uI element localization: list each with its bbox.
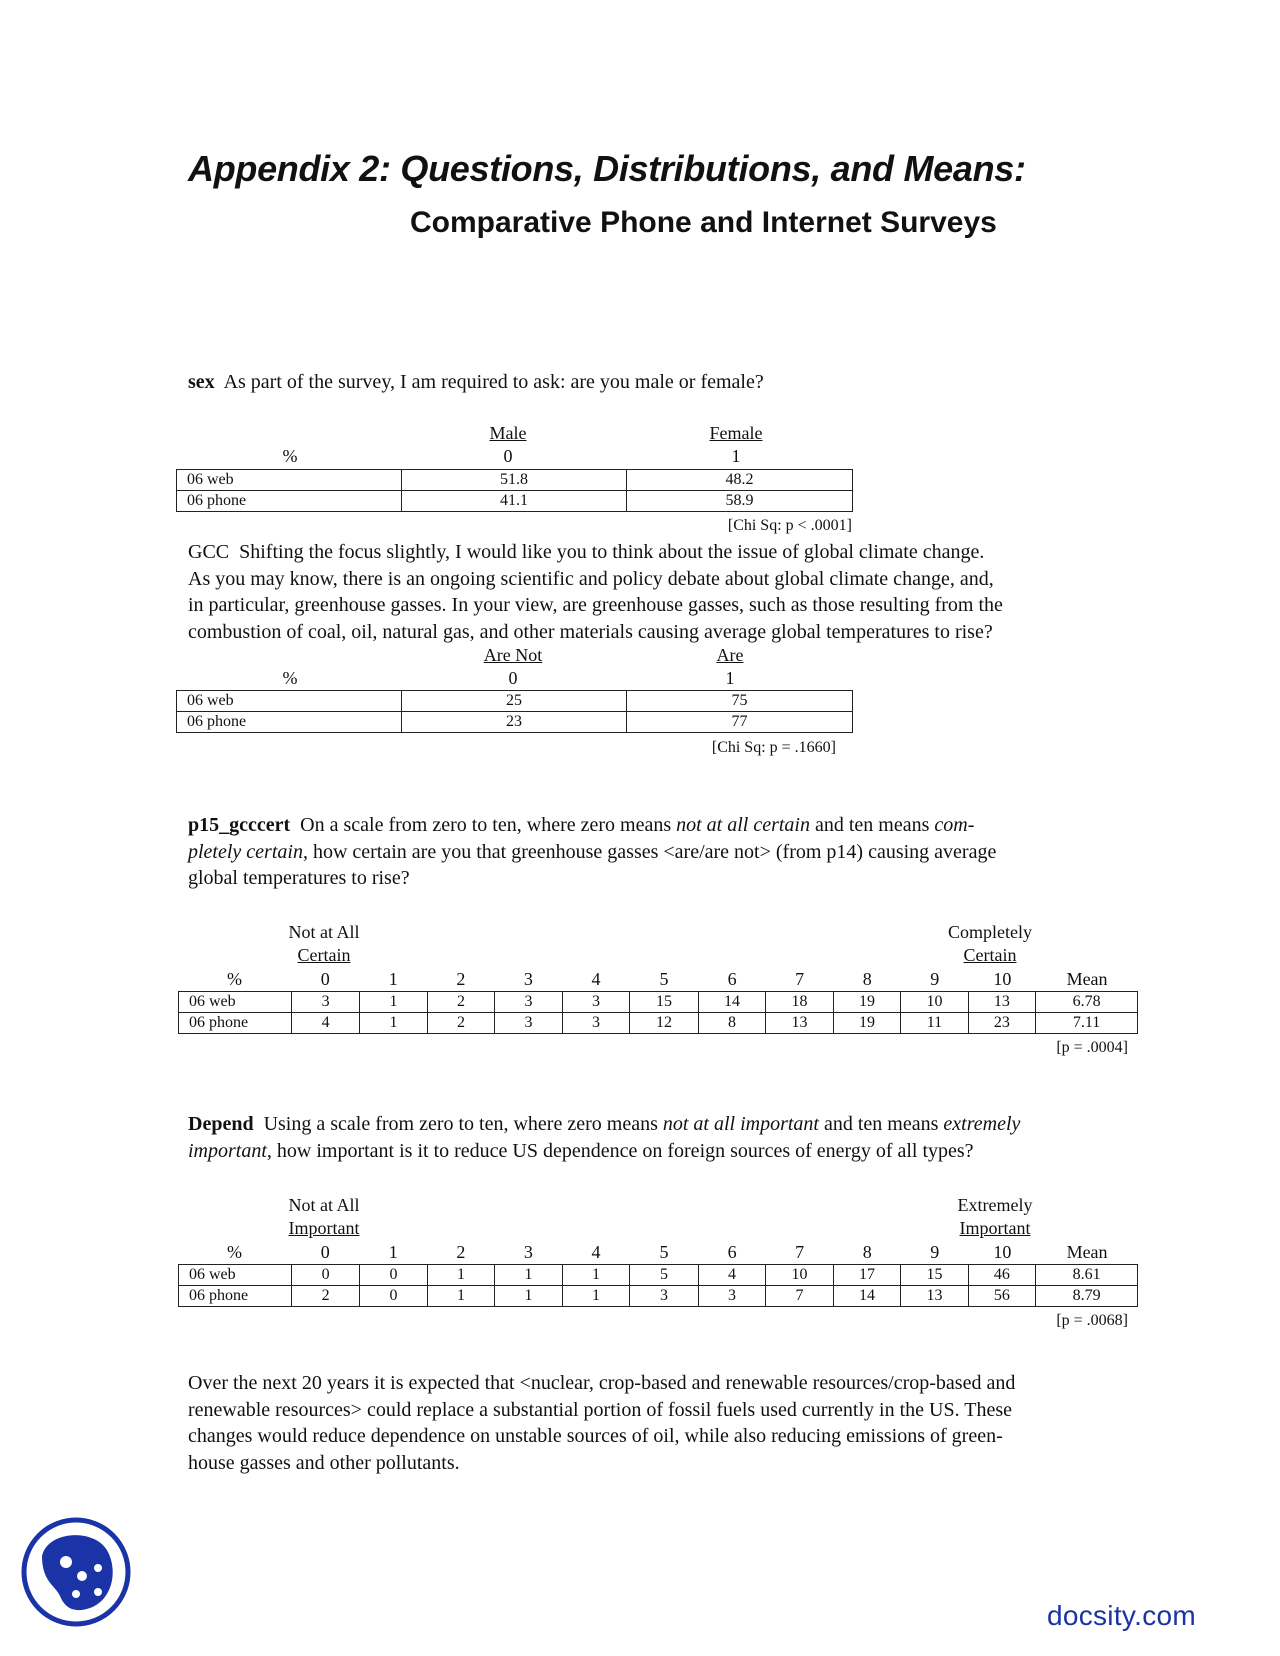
- table-cell: 19: [833, 992, 900, 1013]
- option-label-female: Female: [709, 423, 763, 443]
- table-cell: 1: [427, 1286, 494, 1307]
- row-label: 06 phone: [177, 491, 402, 512]
- scale-low-anchor: Important: [288, 1218, 360, 1238]
- mean-cell: 8.79: [1036, 1286, 1138, 1307]
- table-row: [179, 1286, 1138, 1307]
- question-label: GCC: [188, 541, 230, 563]
- table-cell: 2: [427, 1013, 494, 1034]
- scale-point: 8: [862, 969, 872, 989]
- question-text: , how certain are you that greenhouse gasses <are/are not> (from p14) causing average: [302, 840, 997, 863]
- question-text: not at all important: [662, 1113, 819, 1135]
- table-row: [177, 470, 853, 491]
- scale-point: 4: [591, 1242, 601, 1262]
- page-subtitle: Comparative Phone and Internet Surveys: [410, 206, 997, 239]
- scale-point: 9: [930, 969, 940, 989]
- mean-label: Mean: [1066, 1242, 1108, 1262]
- table-row: [177, 712, 853, 733]
- scale-point: 10: [993, 1242, 1012, 1262]
- row-label: 06 phone: [179, 1013, 292, 1034]
- option-label-are: Are: [716, 645, 744, 665]
- table-cell: 77: [627, 712, 853, 733]
- table-cell: 1: [360, 992, 427, 1013]
- table-cell: 0: [360, 1265, 427, 1286]
- scale-low-anchor: Not at All: [288, 1195, 360, 1215]
- question-label: sex: [188, 371, 215, 393]
- table-cell: 23: [968, 1013, 1035, 1034]
- question-text: combustion of coal, oil, natural gas, and other materials causing average global temperatures to rise?: [188, 620, 993, 643]
- question-text: Shifting the focus slightly, I would like you to think about the issue of global climate change.: [239, 541, 985, 563]
- table-cell: 1: [562, 1265, 629, 1286]
- scale-high-anchor: Certain: [963, 945, 1017, 965]
- option-label-male: Male: [489, 423, 527, 443]
- question-text: in particular, greenhouse gasses. In your view, are greenhouse gasses, such as those resulting from the: [188, 594, 1003, 616]
- scale-high-anchor: Completely: [948, 922, 1032, 942]
- question-text: global temperatures to rise?: [188, 867, 410, 889]
- paragraph-line: changes would reduce dependence on unstable sources of oil, while also reducing emissions of green-: [188, 1425, 1003, 1447]
- question-text: how important is it to reduce US dependence on foreign sources of energy of all types?: [276, 1139, 974, 1162]
- question-text: On a scale from zero to ten, where zero means: [300, 814, 672, 836]
- table-cell: 15: [630, 992, 699, 1013]
- sex-table: [176, 469, 853, 512]
- table-cell: 13: [968, 992, 1035, 1013]
- table-cell: 1: [495, 1286, 562, 1307]
- question-depend: [188, 1111, 1168, 1164]
- scale-low-anchor: Not at All: [288, 922, 360, 942]
- row-label: 06 web: [177, 470, 402, 491]
- table-cell: 56: [968, 1286, 1035, 1307]
- table-cell: 51.8: [402, 470, 627, 491]
- mean-cell: 7.11: [1036, 1013, 1138, 1034]
- scale-point: 8: [862, 1242, 872, 1262]
- scale-point: 7: [795, 1242, 805, 1262]
- table-cell: 3: [698, 1286, 765, 1307]
- docsity-logo-icon[interactable]: [20, 1516, 132, 1628]
- row-label: 06 phone: [179, 1286, 292, 1307]
- certainty-table: [178, 991, 1138, 1034]
- mean-cell: 8.61: [1036, 1265, 1138, 1286]
- stat-note: [p = .0068]: [1056, 1312, 1128, 1329]
- table-cell: 1: [562, 1286, 629, 1307]
- question-gcc: [188, 539, 1003, 645]
- table-cell: 4: [291, 1013, 360, 1034]
- table-cell: 48.2: [627, 470, 853, 491]
- table-cell: 7: [766, 1286, 833, 1307]
- table-cell: 3: [495, 1013, 562, 1034]
- table-cell: 25: [402, 691, 627, 712]
- question-label: p15_gcccert: [188, 814, 291, 836]
- table-cell: 58.9: [627, 491, 853, 512]
- percent-label: %: [282, 668, 298, 688]
- table-cell: 5: [630, 1265, 699, 1286]
- table-cell: 0: [360, 1286, 427, 1307]
- stat-note: [Chi Sq: p < .0001]: [727, 517, 852, 534]
- scale-point: 2: [456, 1242, 466, 1262]
- table-cell: 17: [833, 1265, 900, 1286]
- scale-header: [178, 1240, 1138, 1265]
- table-cell: 14: [833, 1286, 900, 1307]
- scale-point: 1: [388, 969, 398, 989]
- question-text: pletely certain: [188, 840, 303, 863]
- table-cell: 1: [427, 1265, 494, 1286]
- table-cell: 23: [402, 712, 627, 733]
- question-sex: [188, 369, 764, 396]
- table-cell: 3: [562, 992, 629, 1013]
- option-code: 0: [503, 446, 513, 466]
- question-certainty: [188, 812, 1148, 892]
- table-cell: 13: [901, 1286, 968, 1307]
- paragraph-line: house gasses and other pollutants.: [188, 1451, 460, 1474]
- scale-point: 9: [930, 1242, 940, 1262]
- question-label: Depend: [188, 1113, 254, 1135]
- option-label-are-not: Are Not: [483, 645, 543, 665]
- table-cell: 3: [630, 1286, 699, 1307]
- scale-point: 3: [523, 1242, 533, 1262]
- table-cell: 2: [427, 992, 494, 1013]
- percent-label: %: [226, 969, 242, 989]
- question-text: As you may know, there is an ongoing scientific and policy debate about global climate change, and,: [188, 567, 994, 590]
- depend-table: [178, 1264, 1138, 1307]
- question-text: extremely: [943, 1113, 1021, 1135]
- option-code: 1: [731, 446, 741, 466]
- row-label: 06 web: [179, 992, 292, 1013]
- table-cell: 1: [495, 1265, 562, 1286]
- option-code: 0: [508, 668, 518, 688]
- scale-high-anchor: Important: [959, 1218, 1031, 1238]
- table-cell: 75: [627, 691, 853, 712]
- scale-point: 6: [727, 1242, 737, 1262]
- stat-note: [p = .0004]: [1056, 1039, 1128, 1056]
- gcc-table: [176, 690, 853, 733]
- table-row: [179, 992, 1138, 1013]
- table-cell: 3: [291, 992, 360, 1013]
- paragraph-line: Over the next 20 years it is expected that <nuclear, crop-based and renewable resources/crop-based and: [188, 1372, 1016, 1394]
- table-row: [179, 1265, 1138, 1286]
- mean-cell: 6.78: [1036, 992, 1138, 1013]
- scale-point: 1: [388, 1242, 398, 1262]
- scale-point: 2: [456, 969, 466, 989]
- page-title: Appendix 2: Questions, Distributions, and Means:: [188, 148, 1026, 189]
- scale-point: 0: [320, 1242, 330, 1262]
- table-cell: 2: [291, 1286, 360, 1307]
- option-code: 1: [725, 668, 735, 688]
- scale-point: 4: [591, 969, 601, 989]
- table-cell: 10: [901, 992, 968, 1013]
- docsity-brand-link[interactable]: docsity.com: [1046, 1600, 1196, 1631]
- question-text: and ten means: [823, 1113, 939, 1135]
- question-text: com-: [934, 814, 975, 836]
- stat-note: [Chi Sq: p = .1660]: [711, 739, 836, 756]
- scale-high-anchor: Extremely: [957, 1195, 1033, 1215]
- table-row: [177, 491, 853, 512]
- table-row: [177, 691, 853, 712]
- table-cell: 1: [360, 1013, 427, 1034]
- closing-paragraph: [188, 1370, 1168, 1476]
- row-label: 06 web: [179, 1265, 292, 1286]
- question-text: important,: [188, 1139, 272, 1162]
- table-cell: 14: [698, 992, 765, 1013]
- table-cell: 8: [698, 1013, 765, 1034]
- table-cell: 12: [630, 1013, 699, 1034]
- table-cell: 3: [495, 992, 562, 1013]
- table-cell: 46: [968, 1265, 1035, 1286]
- scale-point: 5: [659, 969, 669, 989]
- scale-point: 7: [795, 969, 805, 989]
- scale-low-anchor: Certain: [297, 945, 351, 965]
- percent-label: %: [282, 446, 298, 466]
- question-text: and ten means: [815, 814, 930, 836]
- scale-point: 10: [993, 969, 1012, 989]
- scale-point: 6: [727, 969, 737, 989]
- table-cell: 0: [291, 1265, 360, 1286]
- table-row: [179, 1013, 1138, 1034]
- row-label: 06 web: [177, 691, 402, 712]
- table-cell: 18: [766, 992, 833, 1013]
- mean-label: Mean: [1066, 969, 1108, 989]
- table-cell: 19: [833, 1013, 900, 1034]
- scale-point: 5: [659, 1242, 669, 1262]
- table-cell: 4: [698, 1265, 765, 1286]
- percent-label: %: [226, 1242, 242, 1262]
- table-cell: 3: [562, 1013, 629, 1034]
- table-cell: 10: [766, 1265, 833, 1286]
- question-text: As part of the survey, I am required to ask: are you male or female?: [223, 371, 764, 393]
- table-cell: 13: [766, 1013, 833, 1034]
- question-text: not at all certain: [676, 814, 810, 836]
- table-cell: 15: [901, 1265, 968, 1286]
- table-cell: 11: [901, 1013, 968, 1034]
- question-text: Using a scale from zero to ten, where zero means: [263, 1113, 658, 1135]
- scale-point: 0: [320, 969, 330, 989]
- paragraph-line: renewable resources> could replace a substantial portion of fossil fuels used currently in the US. These: [188, 1398, 1012, 1421]
- table-cell: 41.1: [402, 491, 627, 512]
- scale-point: 3: [523, 969, 533, 989]
- scale-header: [178, 967, 1138, 992]
- row-label: 06 phone: [177, 712, 402, 733]
